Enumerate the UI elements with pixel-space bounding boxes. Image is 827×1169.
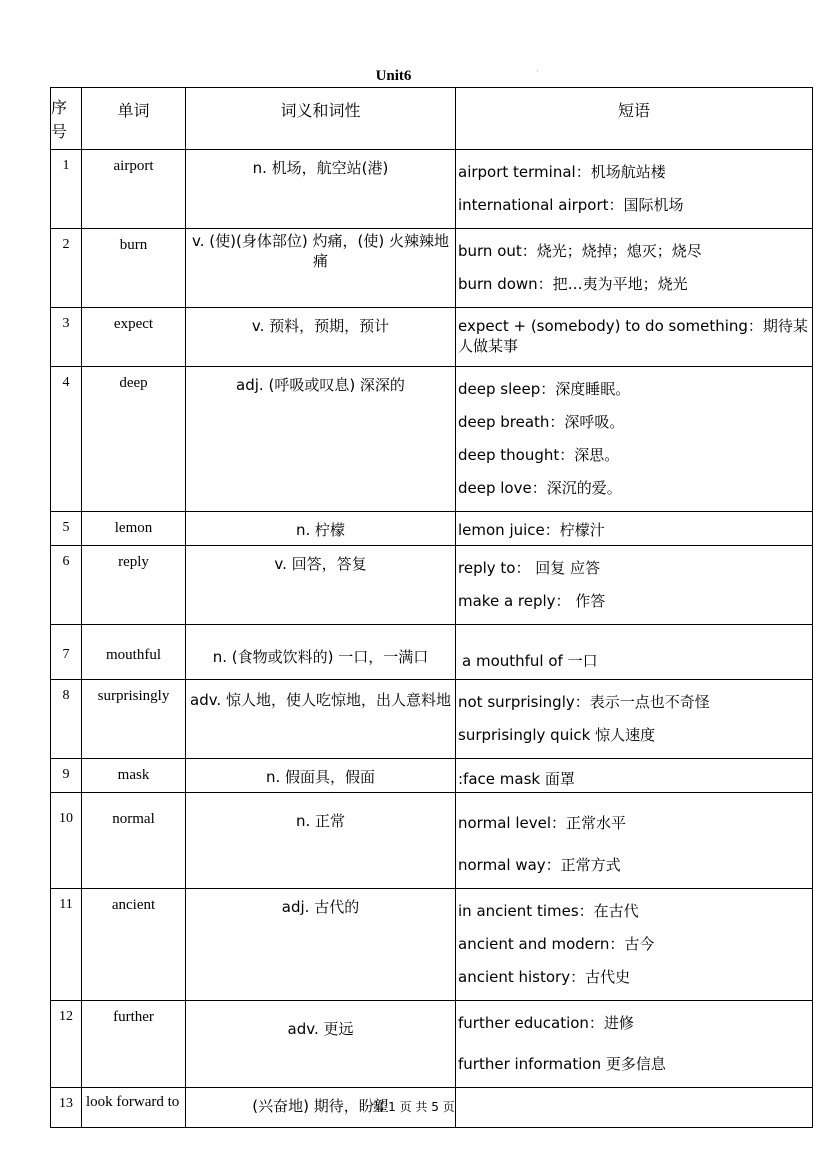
row-phrases [456, 512, 813, 546]
row-word: expect [82, 308, 186, 367]
phrase: further education：进修 [458, 1014, 634, 1032]
row-word: normal [82, 793, 186, 889]
table-row [51, 150, 813, 229]
table-row [51, 1001, 813, 1088]
row-word: lemon [82, 512, 186, 546]
table-row [51, 546, 813, 625]
table-row [51, 793, 813, 889]
row-number: 5 [51, 512, 82, 546]
table-row [51, 308, 813, 367]
phrase: not surprisingly：表示一点也不奇怪 [458, 693, 710, 711]
phrase: lemon juice：柠檬汁 [458, 521, 605, 539]
row-meaning: v. 回答，答复 [186, 546, 456, 625]
row-meaning: v. (使)(身体部位) 灼痛，(使) 火辣辣地 痛 [186, 229, 456, 308]
row-number: 6 [51, 546, 82, 625]
phrase: deep breath：深呼吸。 [458, 413, 625, 431]
phrase: reply to： 回复 应答 [458, 559, 600, 577]
row-phrases [456, 229, 813, 308]
row-meaning: n. 机场，航空站(港) [186, 150, 456, 229]
row-number: 7 [51, 625, 82, 680]
row-number: 13 [51, 1088, 82, 1128]
row-meaning: v. 预料，预期，预计 [186, 308, 456, 367]
phrase: surprisingly quick 惊人速度 [458, 726, 656, 744]
phrase: :face mask 面罩 [458, 770, 575, 788]
row-meaning: n. (食物或饮料的) 一口，一满口 [186, 625, 456, 680]
row-phrases [456, 625, 813, 680]
row-phrases [456, 889, 813, 1001]
row-phrases [456, 680, 813, 759]
row-number: 10 [51, 793, 82, 889]
row-number: 4 [51, 367, 82, 512]
row-meaning: n. 假面具，假面 [186, 759, 456, 793]
phrase: normal way：正常方式 [458, 856, 621, 874]
decorative-dot: ' [537, 70, 539, 77]
phrase: deep sleep：深度睡眠。 [458, 380, 631, 398]
phrase: burn down：把…夷为平地；烧光 [458, 275, 688, 293]
row-phrases [456, 367, 813, 512]
phrase: in ancient times：在古代 [458, 902, 639, 920]
row-number: 12 [51, 1001, 82, 1088]
row-word: ancient [82, 889, 186, 1001]
row-meaning: adj. (呼吸或叹息) 深深的 [186, 367, 456, 512]
header-phrases: 短语 [456, 88, 813, 150]
row-number: 9 [51, 759, 82, 793]
vocabulary-table [50, 87, 813, 1128]
phrase: make a reply： 作答 [458, 592, 606, 610]
row-word: mask [82, 759, 186, 793]
row-phrases [456, 759, 813, 793]
table-row [51, 229, 813, 308]
row-number: 8 [51, 680, 82, 759]
row-meaning: adv. 惊人地，使人吃惊地，出人意料地 [186, 680, 456, 759]
phrase: international airport：国际机场 [458, 196, 684, 214]
row-word: look forward to [82, 1088, 186, 1128]
row-word: airport [82, 150, 186, 229]
header-meaning: 词义和词性 [186, 88, 456, 150]
row-number: 11 [51, 889, 82, 1001]
phrase: further information 更多信息 [458, 1055, 666, 1073]
row-word: reply [82, 546, 186, 625]
header-no: 序号 [51, 88, 82, 150]
row-word: surprisingly [82, 680, 186, 759]
page-title: Unit6 [375, 68, 412, 84]
row-phrases [456, 546, 813, 625]
phrase: ancient and modern：古今 [458, 935, 655, 953]
phrase: expect + (somebody) to do something：期待某人做某事 [458, 317, 808, 355]
row-phrases [456, 1001, 813, 1088]
table-row [51, 625, 813, 680]
phrase: ancient history：古代史 [458, 968, 631, 986]
row-phrases [456, 308, 813, 367]
row-phrases [456, 150, 813, 229]
phrase: burn out：烧光；烧掉；熄灭；烧尽 [458, 242, 702, 260]
row-meaning: (兴奋地) 期待，盼望 [186, 1088, 456, 1128]
row-meaning: adj. 古代的 [186, 889, 456, 1001]
phrase: normal level：正常水平 [458, 814, 626, 832]
phrase: deep love：深沉的爱。 [458, 479, 622, 497]
table-row [51, 512, 813, 546]
header-word: 单词 [82, 88, 186, 150]
row-number: 1 [51, 150, 82, 229]
row-number: 3 [51, 308, 82, 367]
phrase: a mouthful of 一口 [462, 652, 598, 670]
table-row [51, 680, 813, 759]
row-phrases [456, 793, 813, 889]
row-word: further [82, 1001, 186, 1088]
row-word: deep [82, 367, 186, 512]
row-number: 2 [51, 229, 82, 308]
phrase: deep thought：深思。 [458, 446, 620, 464]
table-row [51, 889, 813, 1001]
table-row [51, 759, 813, 793]
phrase: airport terminal：机场航站楼 [458, 163, 666, 181]
row-meaning: adv. 更远 [186, 1001, 456, 1088]
table-row [51, 367, 813, 512]
row-meaning: n. 柠檬 [186, 512, 456, 546]
row-meaning: n. 正常 [186, 793, 456, 889]
row-word: mouthful [82, 625, 186, 680]
table-header-row [51, 88, 813, 150]
page-footer: 第 1 页 共 5 页 [372, 1100, 455, 1114]
row-word: burn [82, 229, 186, 308]
